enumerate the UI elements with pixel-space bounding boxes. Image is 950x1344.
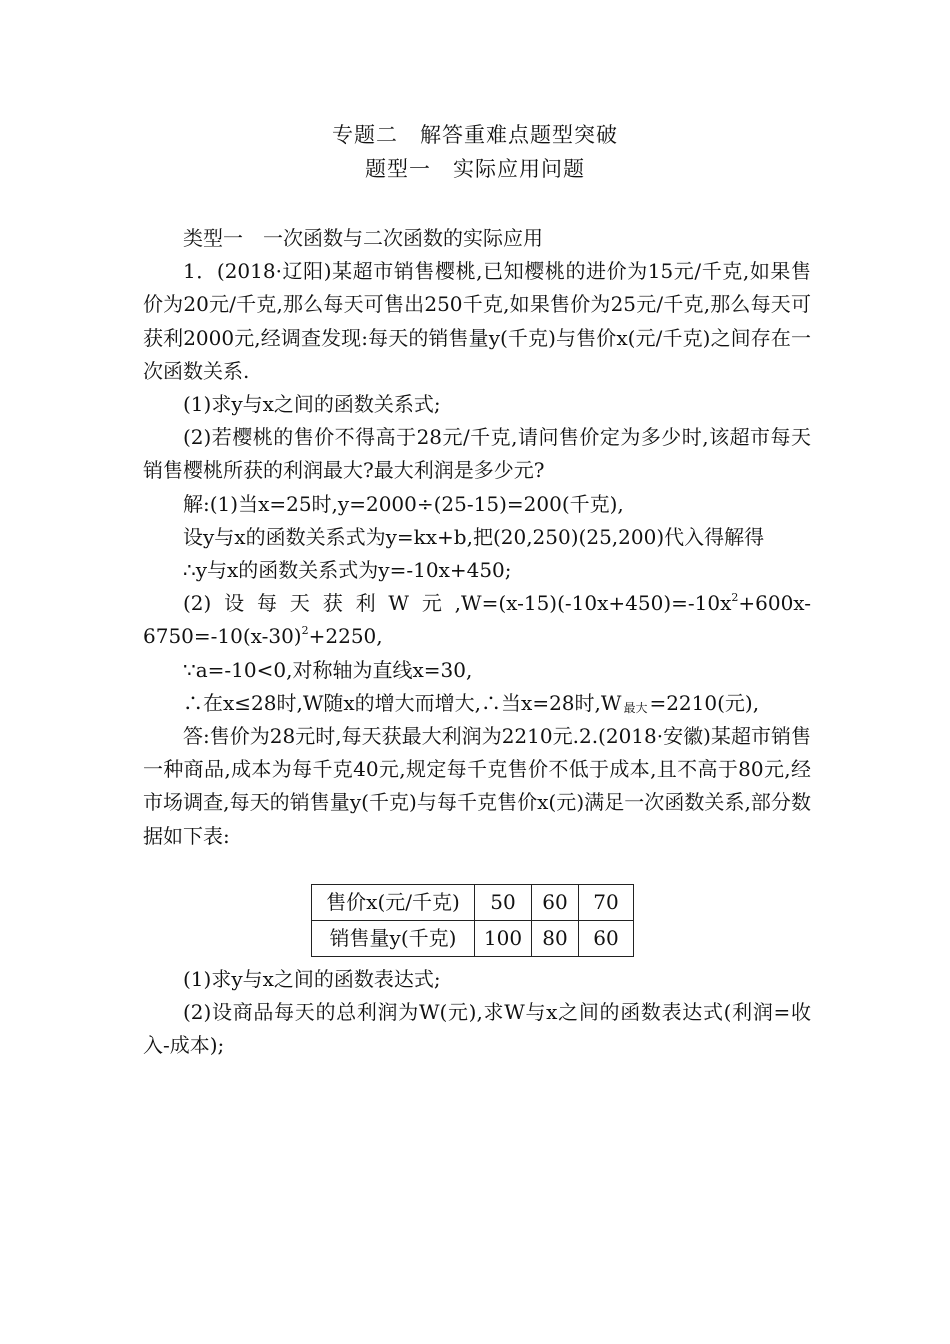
section-heading: 类型一 一次函数与二次函数的实际应用: [183, 226, 543, 250]
solution-line-4: [143, 587, 811, 653]
problem-2-question-1: (1)求y与x之间的函数表达式;: [183, 966, 441, 991]
main-title: 专题二 解答重难点题型突破: [332, 123, 618, 147]
solution-line-4-part-a: (2)设每天获利W元,W=(x-15)(-10x+450)=-10x: [183, 591, 732, 616]
document-body: [143, 222, 811, 1062]
solution-line-4-part-c: +2250,: [308, 624, 383, 649]
superscript-2: 2: [731, 591, 739, 605]
solution-line-4-part-b: +600x-6750=-10(x-30): [143, 591, 811, 649]
problem-1-statement: 1．(2018·辽阳)某超市销售樱桃,已知樱桃的进价为15元/千克,如果售价为20元/千克,那么每天可售出250千克,如果售价为25元/千克,那么每天可获利2000元,经调查发现:每天的销售量y(千克)与售价x(元/千克)之间存在一次函数关系.: [143, 259, 811, 383]
table-cell: 60: [579, 920, 634, 956]
table-cell: 60: [532, 884, 579, 920]
solution-line-2: 设y与x的函数关系式为y=kx+b,把(20,250)(25,200)代入得解得: [183, 524, 765, 549]
spacer: [143, 853, 811, 884]
solution-line-6-part-b: =2210(元),: [649, 690, 760, 715]
data-table: [311, 884, 634, 957]
solution-line-6: [143, 687, 811, 720]
table-cell: 100: [475, 920, 532, 956]
subscript-max: 最大: [623, 700, 648, 715]
table-row-label: 销售量y(千克): [312, 920, 475, 956]
solution-line-1: 解:(1)当x=25时,y=2000÷(25-15)=200(千克),: [183, 491, 624, 516]
table-cell: 80: [532, 920, 579, 956]
sub-title: 题型一 实际应用问题: [365, 157, 585, 181]
solution-line-3: ∴y与x的函数关系式为y=-10x+450;: [183, 558, 512, 583]
problem-1-question-1: (1)求y与x之间的函数关系式;: [183, 392, 441, 417]
problem-1-question-2: (2)若樱桃的售价不得高于28元/千克,请问售价定为多少时,该超市每天销售樱桃所获的利润最大?最大利润是多少元?: [143, 425, 811, 483]
table-row: [312, 920, 634, 956]
answer-and-problem-2-statement: 答:售价为28元时,每天获最大利润为2210元.2.(2018·安徽)某超市销售一种商品,成本为每千克40元,规定每千克售价不低于成本,且不高于80元,经市场调查,每天的销售量y(千克)与每千克售价x(元)满足一次函数关系,部分数据如下表:: [143, 724, 811, 848]
table-row-label: 售价x(元/千克): [312, 884, 475, 920]
table-cell: 70: [579, 884, 634, 920]
table-row: [312, 884, 634, 920]
table-cell: 50: [475, 884, 532, 920]
problem-2-question-2: (2)设商品每天的总利润为W(元),求W与x之间的函数表达式(利润=收入-成本);: [143, 1000, 811, 1058]
solution-line-6-part-a: ∴在x≤28时,W随x的增大而增大,∴当x=28时,W: [183, 690, 622, 715]
solution-line-5: ∵a=-10<0,对称轴为直线x=30,: [183, 657, 473, 682]
superscript-2: 2: [301, 624, 309, 638]
